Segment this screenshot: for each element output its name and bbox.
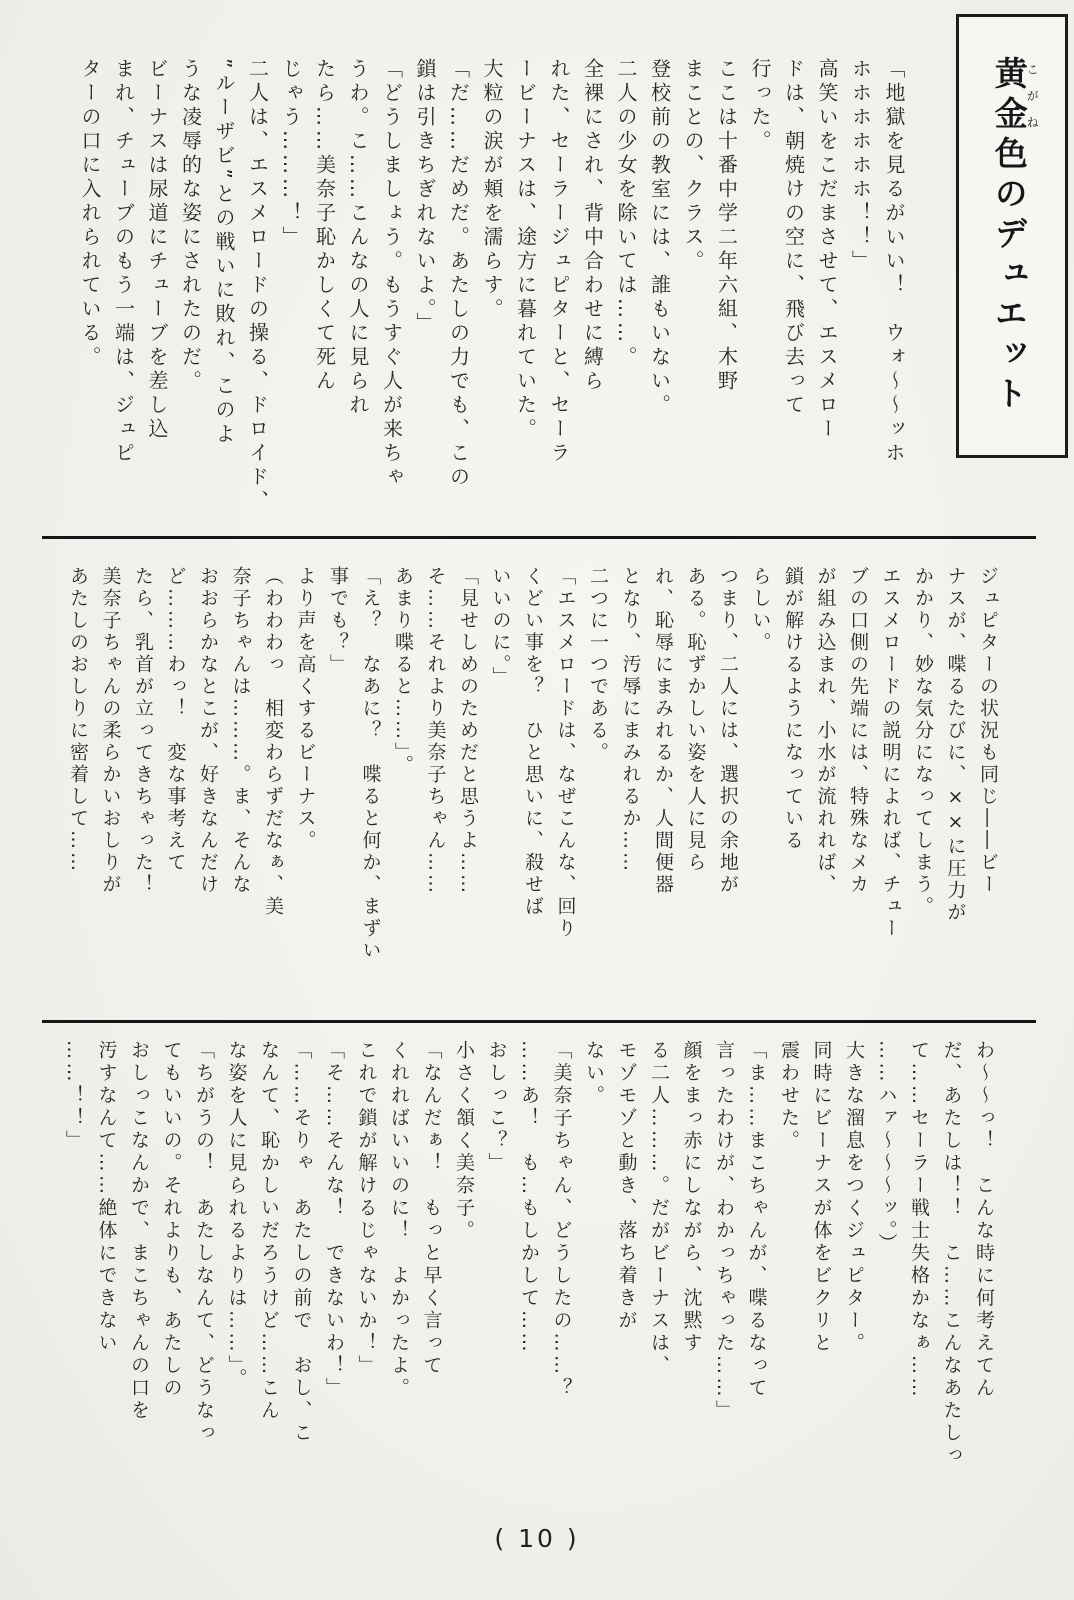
text-line: まれ、チューブのもう一端は、ジュピ xyxy=(111,58,136,466)
text-line: となり、汚辱にまみれるか…… xyxy=(619,566,642,874)
title-ruby xyxy=(989,56,1040,136)
text-line: 顔をまっ赤にしながら、沈黙す xyxy=(680,1040,703,1355)
text-line: 事でも？」 xyxy=(327,566,349,676)
title-box xyxy=(956,14,1068,458)
text-section-bottom xyxy=(58,1040,1001,1498)
text-line: 登校前の教室には、誰もいない。 xyxy=(647,58,672,418)
text-line: てもいいの。それよりも、あたしの xyxy=(160,1040,183,1400)
text-line: くどい事を？ ひと思いに、殺せば xyxy=(522,566,544,918)
text-line: あたしのおしりに密着して…… xyxy=(67,566,89,874)
text-line: 奈子ちゃんは………。ま、そんな xyxy=(229,566,252,896)
text-line: ブの口側の先端には、特殊なメカ xyxy=(847,566,869,896)
text-line: 二つに一つである。 xyxy=(587,566,609,764)
text-line: 「なんだぁ！ もっと早く言って xyxy=(420,1040,443,1378)
text-line: ……！！」 xyxy=(63,1040,85,1153)
text-line: そ……それより美奈子ちゃん…… xyxy=(424,566,447,896)
text-line: 「ちがうの！ あたしなんて、どうなっ xyxy=(193,1040,215,1445)
text-line: が組み込まれ、小水が流れれば、 xyxy=(814,566,837,896)
text-line: る二人………。だがビーナスは、 xyxy=(648,1040,670,1378)
section-divider-rule xyxy=(42,536,1036,539)
text-line: まことの、クラス。 xyxy=(681,58,705,274)
text-line: たら……美奈子恥かしくて死ん xyxy=(312,58,337,394)
text-line: 二人の少女を除いては……。 xyxy=(614,58,638,370)
text-line: な姿を人に見られるよりは……」。 xyxy=(225,1040,248,1391)
text-section-middle xyxy=(62,566,1005,1008)
text-line: ”ルーザビ”との戦いに敗れ、このよ xyxy=(212,58,236,447)
text-line: れ、恥辱にまみれるか、人間便器 xyxy=(652,566,674,896)
text-line: ターの口に入れられている。 xyxy=(78,58,102,370)
text-line: なんて、恥かしいだろうけど……こん xyxy=(258,1040,280,1423)
text-line: ナスが、喋るたびに、××に圧力が xyxy=(944,566,967,924)
text-line: 行った。 xyxy=(748,58,772,154)
text-line: て……セーラー戦士失格かなぁ…… xyxy=(908,1040,930,1400)
text-line: 「地獄を見るがいい！ ウォ〜〜ッホ xyxy=(882,58,906,466)
text-line: れた、セーラージュピターと、セーラ xyxy=(547,58,571,466)
text-line: 大粒の涙が頬を濡らす。 xyxy=(480,58,504,322)
text-line: 「え？ なあに？ 喋ると何か、まずい xyxy=(359,566,382,962)
text-line: うわ。こ……こんなの人に見られ xyxy=(346,58,370,418)
text-line: おおらかなとこが、好きなんだけ xyxy=(197,566,219,896)
text-line: らしい。 xyxy=(749,566,772,654)
text-line: うな凌辱的な姿にされたのだ。 xyxy=(178,58,203,394)
text-line: 「だ……だめだ。あたしの力でも、この xyxy=(446,58,471,490)
text-line: ドは、朝焼けの空に、飛び去って xyxy=(781,58,806,418)
text-line: ホホホホホホ！！」 xyxy=(848,58,873,274)
text-line: 「ま……まこちゃんが、喋るなって xyxy=(745,1040,768,1400)
text-line: 美奈子ちゃんの柔らかいおしりが xyxy=(99,566,122,896)
text-line: ない。 xyxy=(583,1040,605,1108)
title-ruby-base: 黄金 xyxy=(989,56,1029,136)
text-line: だ、あたしは！！ こ……こんなあたしっ xyxy=(940,1040,963,1468)
text-line: 震わせた。 xyxy=(778,1040,800,1153)
page-title xyxy=(986,56,1039,416)
text-line: ある。恥ずかしい姿を人に見ら xyxy=(684,566,707,874)
title-rest: 色のデュエット xyxy=(989,136,1029,416)
text-line: ここは十番中学二年六組、木野 xyxy=(714,58,739,394)
text-line: おしっこなんかで、まこちゃんの口を xyxy=(128,1040,150,1423)
text-line: 「エスメロードは、なぜこんな、回り xyxy=(554,566,577,940)
text-line: 全裸にされ、背中合わせに縛ら xyxy=(580,58,605,394)
text-line: ……ハァ〜〜〜ッ。） xyxy=(875,1040,898,1256)
text-line: エスメロードの説明によれば、チュー xyxy=(879,566,902,940)
text-line: より声を高くするビーナス。 xyxy=(294,566,317,852)
text-line: じゃう………！」 xyxy=(279,58,303,250)
text-line: 汚すなんて……絶体にできない xyxy=(95,1040,118,1355)
text-line: あまり喋ると……」。 xyxy=(392,566,414,777)
text-line: わ〜〜っ！ こんな時に何考えてん xyxy=(973,1040,995,1400)
text-line: 同時にビーナスが体をビクリと xyxy=(810,1040,833,1355)
text-line: 鎖が解けるようになっている xyxy=(782,566,804,852)
text-line: 鎖は引きちぎれないよ。」 xyxy=(413,58,437,336)
text-line: ジュピターの状況も同じ――ビー xyxy=(977,566,999,896)
page-number: ( 10 ) xyxy=(494,1524,580,1553)
text-line: 「そ……そんな！ できないわ！」 xyxy=(323,1040,345,1400)
text-line: 言ったわけが、わかっちゃった……」 xyxy=(713,1040,735,1423)
text-section-opening xyxy=(73,58,911,530)
text-line: 「どうしましょう。もうすぐ人が来ちゃ xyxy=(379,58,404,490)
text-line: ビーナスは尿道にチューブを差し込 xyxy=(145,58,169,442)
text-line: ど………わっ！ 変な事考えて xyxy=(164,566,187,874)
section-divider-rule xyxy=(42,1020,1036,1023)
text-line: 大きな溜息をつくジュピター。 xyxy=(843,1040,865,1355)
text-line: 「見せしめのためだと思うよ…… xyxy=(457,566,479,896)
text-line: ……あ！ も…もしかして…… xyxy=(518,1040,540,1355)
text-line: いいのに。」 xyxy=(489,566,512,689)
text-line: ービーナスは、途方に暮れていた。 xyxy=(513,58,538,442)
text-line: これで鎖が解けるじゃないか！」 xyxy=(355,1040,378,1378)
text-line: おしっこ？」 xyxy=(485,1040,508,1175)
text-line: 「美奈子ちゃん、どうしたの……？ xyxy=(550,1040,573,1400)
text-line: 小さく頷く美奈子。 xyxy=(453,1040,475,1243)
text-line: たら、乳首が立ってきちゃった！ xyxy=(132,566,154,896)
text-line: くれればいいのに！ よかったよ。 xyxy=(388,1040,410,1400)
title-furigana: こがね xyxy=(1025,56,1040,136)
text-line: 「……そりゃ あたしの前で おし、こ xyxy=(290,1040,313,1445)
text-line: 二人は、エスメロードの操る、ドロイド、 xyxy=(245,58,270,514)
text-line: かかり、妙な気分になってしまう。 xyxy=(912,566,934,918)
text-line: 高笑いをこだまさせて、エスメロー xyxy=(815,58,839,442)
text-line: （わわわっ 相変わらずだなぁ、美 xyxy=(262,566,284,918)
text-line: つまり、二人には、選択の余地が xyxy=(717,566,739,896)
text-line: モゾモゾと動き、落ち着きが xyxy=(615,1040,638,1333)
